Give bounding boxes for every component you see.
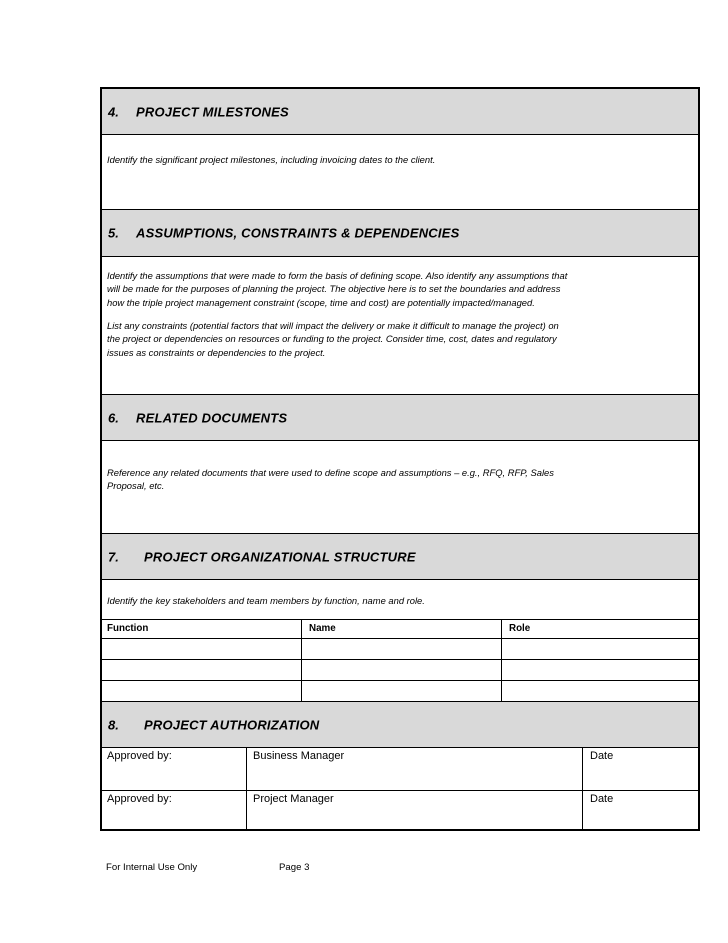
section-4-title: PROJECT MILESTONES [136, 104, 289, 119]
date-label: Date [590, 793, 614, 805]
footer-page-number: Page 3 [279, 862, 310, 873]
section-5-title: ASSUMPTIONS, CONSTRAINTS & DEPENDENCIES [136, 225, 460, 241]
section-6-title: RELATED DOCUMENTS [136, 410, 288, 425]
column-divider [246, 791, 247, 831]
footer-internal-use: For Internal Use Only [106, 862, 198, 873]
business-manager-label: Business Manager [253, 750, 345, 762]
section-5-body [102, 257, 698, 395]
section-8-number: 8. [108, 717, 119, 732]
authorization-row [102, 748, 698, 791]
section-7-text: Identify the key stakeholders and team members by function, name and role. [107, 595, 425, 606]
column-divider [501, 620, 502, 638]
column-divider [501, 660, 502, 680]
table-row [102, 660, 698, 681]
text-line: the project or dependencies on resources or funding to the project. Consider time, cost, dates and regulatory [107, 333, 557, 345]
section-4-text: Identify the significant project milestones, including invoicing dates to the client. [107, 154, 436, 165]
section-6-body [102, 441, 698, 534]
section-8-title: PROJECT AUTHORIZATION [144, 717, 320, 732]
approved-by-label: Approved by: [107, 750, 172, 762]
section-6-text [107, 466, 668, 493]
text-line: Identify the assumptions that were made to form the basis of defining scope. Also identify any assumptions that [107, 270, 568, 281]
column-divider [246, 748, 247, 790]
section-5-number: 5. [108, 225, 119, 241]
section-5-paragraph-1 [107, 269, 668, 309]
column-divider [501, 681, 502, 701]
authorization-row [102, 791, 698, 831]
column-divider [582, 791, 583, 831]
column-divider [501, 639, 502, 659]
section-4-header [102, 89, 698, 135]
column-name: Name [309, 623, 336, 634]
section-7-header [102, 534, 698, 580]
section-7-title: PROJECT ORGANIZATIONAL STRUCTURE [144, 549, 416, 564]
project-manager-label: Project Manager [253, 793, 334, 805]
column-divider [582, 748, 583, 790]
text-line: Reference any related documents that were used to define scope and assumptions – e.g., RFQ, RFP, Sales [107, 467, 554, 478]
org-table-header [102, 620, 698, 639]
section-6-header [102, 395, 698, 441]
text-line: Proposal, etc. [107, 480, 165, 492]
column-divider [301, 660, 302, 680]
section-4-body [102, 135, 698, 210]
column-function: Function [107, 623, 149, 634]
section-7-number: 7. [108, 549, 119, 564]
column-divider [301, 681, 302, 701]
text-line: how the triple project management constraint (scope, time and cost) are potentially impacted/managed. [107, 296, 535, 308]
table-row [102, 639, 698, 660]
section-7-description [102, 580, 698, 620]
column-divider [301, 639, 302, 659]
section-6-number: 6. [108, 410, 119, 425]
section-8-header [102, 702, 698, 748]
section-5-paragraph-2 [107, 319, 668, 359]
section-4-number: 4. [108, 104, 119, 119]
table-row [102, 681, 698, 702]
text-line: will be made for the purposes of planning the project. The objective here is to set the boundaries and address [107, 283, 561, 295]
column-role: Role [509, 623, 531, 634]
document-form [100, 87, 700, 831]
text-line: issues as constraints or dependencies to the project. [107, 346, 326, 358]
section-5-header [102, 210, 698, 257]
date-label: Date [590, 750, 614, 762]
text-line: List any constraints (potential factors that will impact the delivery or make it difficult to manage the project) on [107, 320, 559, 331]
approved-by-label: Approved by: [107, 793, 172, 805]
column-divider [301, 620, 302, 638]
